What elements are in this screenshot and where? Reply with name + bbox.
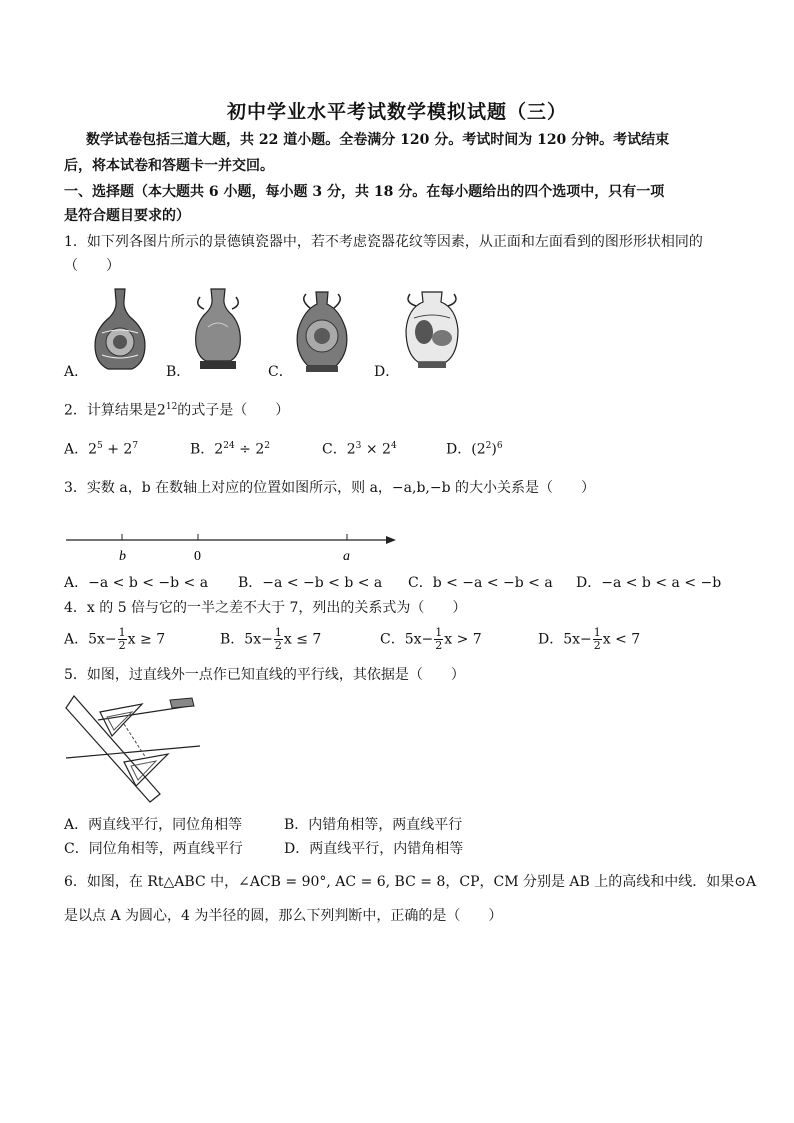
number-line-diagram <box>64 524 398 564</box>
q3-option-c: C．b < −a < −b < a <box>408 575 553 591</box>
q4-option-c: C．5x− $\frac{1}{2}$ x > 7 <box>380 626 482 652</box>
q2-option-b: B．$2^{24} \div 2^2$ <box>190 441 270 458</box>
q4-stem: 4．x 的 5 倍与它的一半之差不大于 7，列出的关系式为（ ） <box>64 600 467 616</box>
q5-option-b: B．内错角相等，两直线平行 <box>284 817 463 833</box>
q1-stem-line-1: 1．如下列各图片所示的景德镇瓷器中，若不考虑瓷器花纹等因素，从正面和左面看到的图形形状相同的 <box>64 234 703 250</box>
q5-option-d: D．两直线平行，内错角相等 <box>284 841 464 857</box>
page-title: 初中学业水平考试数学模拟试题（三） <box>226 101 567 123</box>
ruler-setsquare-diagram <box>64 694 204 804</box>
q1-option-c-label: C． <box>268 364 293 380</box>
axis-label-b: b <box>119 549 126 564</box>
section-heading-line-2: 是符合题目要求的） <box>64 208 190 224</box>
q6-stem-line-1: 6．如图，在 Rt△ABC 中，∠ACB = 90°, AC = 6, BC = 8，CP，CM 分别是 AB 上的高线和中线．如果⊙A <box>64 874 757 890</box>
q4-option-b: B．5x− $\frac{1}{2}$ x ≤ 7 <box>220 626 322 652</box>
q6-stem-line-2: 是以点 A 为圆心，4 为半径的圆，那么下列判断中，正确的是（ ） <box>64 908 503 924</box>
vase-d-image <box>400 290 464 370</box>
q2-option-c: C．$2^3 \times 2^4$ <box>322 441 397 458</box>
intro-line-1: 数学试卷包括三道大题，共 22 道小题。全卷满分 120 分。考试时间为 120 分钟。考试结束 <box>86 132 670 148</box>
q2-stem: 2．计算结果是$2^{12}$的式子是（ ） <box>64 402 290 419</box>
q1-option-d-label: D． <box>374 364 400 380</box>
q4-option-a: A．5x− $\frac{1}{2}$ x ≥ 7 <box>64 626 166 652</box>
q5-option-c: C．同位角相等，两直线平行 <box>64 841 243 857</box>
q5-option-a: A．两直线平行，同位角相等 <box>64 817 243 833</box>
q1-option-a-label: A． <box>64 364 89 380</box>
pencil-icon <box>170 698 194 708</box>
arrow-head-icon <box>386 536 396 544</box>
vase-b-image <box>190 287 246 372</box>
axis-label-a: a <box>343 549 350 564</box>
q2-option-d: D．$(2^2)^6$ <box>446 441 503 458</box>
ruler-shape <box>66 696 160 802</box>
axis-label-zero: 0 <box>194 549 201 564</box>
q5-stem: 5．如图，过直线外一点作已知直线的平行线，其依据是（ ） <box>64 667 465 683</box>
intro-line-2: 后，将本试卷和答题卡一并交回。 <box>64 158 274 174</box>
q2-option-a: A．$2^5 + 2^7$ <box>64 441 139 458</box>
section-heading-line-1: 一、选择题（本大题共 6 小题，每小题 3 分，共 18 分。在每小题给出的四个选项中，只有一项 <box>64 184 665 200</box>
q3-option-a: A．−a < b < −b < a <box>64 575 209 591</box>
given-line <box>66 746 200 758</box>
vase-a-image <box>90 287 150 372</box>
q1-stem-line-2: （ ） <box>64 258 120 274</box>
set-square-upper <box>100 704 142 736</box>
q3-option-d: D．−a < b < a < −b <box>576 575 722 591</box>
q3-stem: 3．实数 a，b 在数轴上对应的位置如图所示，则 a，−a,b,−b 的大小关系是（ ） <box>64 480 595 496</box>
q4-option-d: D．5x− $\frac{1}{2}$ x < 7 <box>538 626 641 652</box>
q3-option-b: B．−a < −b < b < a <box>238 575 383 591</box>
q1-option-b-label: B． <box>166 364 191 380</box>
vase-c-image <box>292 290 352 374</box>
